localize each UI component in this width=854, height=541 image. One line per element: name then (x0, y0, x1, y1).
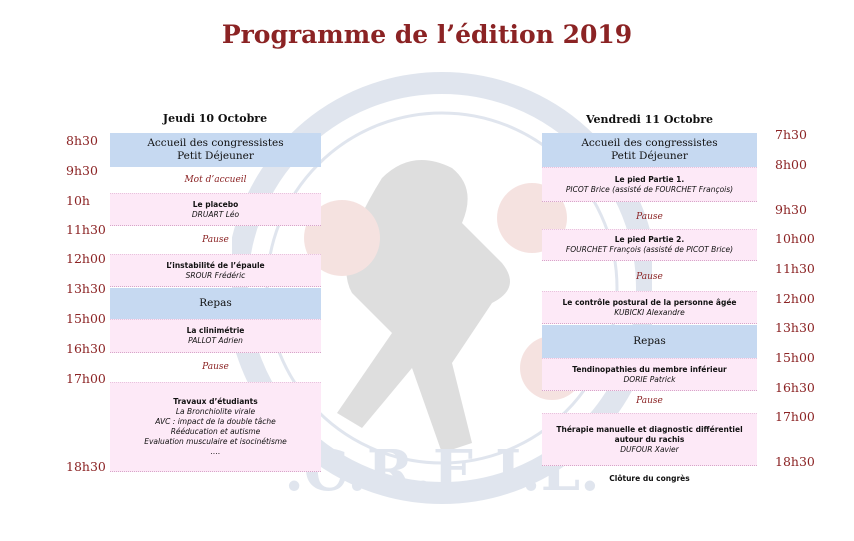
day1-time: 18h30 (66, 459, 106, 474)
session-speaker: KUBICKI Alexandre (614, 307, 685, 317)
session-topic: …. (210, 447, 221, 456)
repas-label: Repas (199, 297, 232, 309)
session-title: Travaux d’étudiants (173, 397, 258, 406)
day2-repas-block (542, 325, 757, 358)
welcome-line: Accueil des congressistes (147, 137, 284, 149)
day2-time: 18h30 (775, 454, 815, 469)
session-title: Le pied Partie 2. (614, 235, 685, 244)
day1-time: 13h30 (66, 281, 106, 296)
day1-time: 15h00 (66, 311, 106, 326)
session-title: La clinimétrie (186, 326, 245, 335)
day2-time: 17h00 (775, 409, 815, 424)
welcome-line: Petit Déjeuner (611, 150, 688, 162)
repas-label: Repas (633, 335, 666, 347)
day2-time: 13h30 (775, 320, 815, 335)
day2-closing: Clôture du congrès (609, 474, 690, 483)
day2-time: 11h30 (775, 261, 815, 276)
day1-welcome-block (110, 133, 321, 167)
day2-time: 15h00 (775, 350, 815, 365)
day2-time: 16h30 (775, 380, 815, 395)
day1-repas-block (110, 288, 321, 319)
page-title: Programme de l’édition 2019 (221, 20, 633, 49)
day2-pause: Pause (636, 212, 663, 222)
day2-time: 9h30 (775, 202, 807, 217)
session-title: autour du rachis (614, 434, 685, 444)
day1-time: 12h00 (66, 251, 106, 266)
day2-time: 12h00 (775, 291, 815, 306)
session-title: L’instabilité de l’épaule (166, 260, 265, 270)
day1-time: 16h30 (66, 341, 106, 356)
session-speaker: PALLOT Adrien (188, 336, 243, 345)
day2-session-tendinopathies (542, 358, 757, 391)
session-title: Le contrôle postural de la personne âgée (562, 297, 737, 307)
session-speaker: DORIE Patrick (623, 374, 676, 384)
day1-pause: Pause (202, 235, 229, 245)
session-speaker: DRUART Léo (191, 209, 240, 219)
day2-time: 7h30 (775, 127, 807, 142)
watermark-text: .C.R.E.I.L. (284, 438, 600, 504)
session-speaker: DUFOUR Xavier (620, 444, 679, 454)
day2-time: 8h00 (775, 157, 807, 172)
session-title: Tendinopathies du membre inférieur (572, 364, 727, 374)
day1-heading: Jeudi 10 Octobre (162, 112, 268, 125)
day1-time: 11h30 (66, 222, 106, 237)
session-speaker: SROUR Frédéric (185, 270, 246, 280)
session-topic: AVC : impact de la double tâche (155, 417, 276, 426)
day2-pause: Pause (636, 272, 663, 282)
day1-time: 17h00 (66, 371, 106, 386)
welcome-line: Accueil des congressistes (581, 137, 718, 149)
day1-session-placebo (110, 193, 321, 226)
session-topic: La Bronchiolite virale (175, 407, 256, 416)
session-speaker: FOURCHET François (assisté de PICOT Brice) (565, 245, 734, 254)
session-title: Le placebo (192, 199, 239, 209)
day2-welcome-block (542, 133, 757, 167)
session-topic: Evaluation musculaire et isocinétisme (144, 437, 287, 446)
day2-pause: Pause (636, 396, 663, 406)
day1-pause: Pause (202, 362, 229, 372)
day2-heading: Vendredi 11 Octobre (585, 113, 714, 126)
day2-session-postural (542, 291, 757, 324)
day1-time: 9h30 (66, 163, 98, 178)
day1-session-travaux (110, 382, 321, 472)
day2-session-pied2 (542, 229, 757, 261)
day1-time: 8h30 (66, 133, 98, 148)
day2-session-therapie (542, 413, 757, 466)
day2-session-pied1 (542, 167, 757, 202)
day1-session-clinimetrie (110, 319, 321, 353)
session-title: Thérapie manuelle et diagnostic différentiel (556, 424, 743, 434)
session-speaker: PICOT Brice (assisté de FOURCHET François) (565, 184, 734, 194)
day1-session-epaule (110, 254, 321, 287)
welcome-line: Petit Déjeuner (177, 150, 254, 162)
session-topic: Rééducation et autisme (170, 427, 261, 436)
day1-time: 10h (66, 193, 90, 208)
day1-mot-accueil: Mot d’accueil (184, 175, 247, 185)
day2-time: 10h00 (775, 231, 815, 246)
session-title: Le pied Partie 1. (614, 174, 685, 184)
